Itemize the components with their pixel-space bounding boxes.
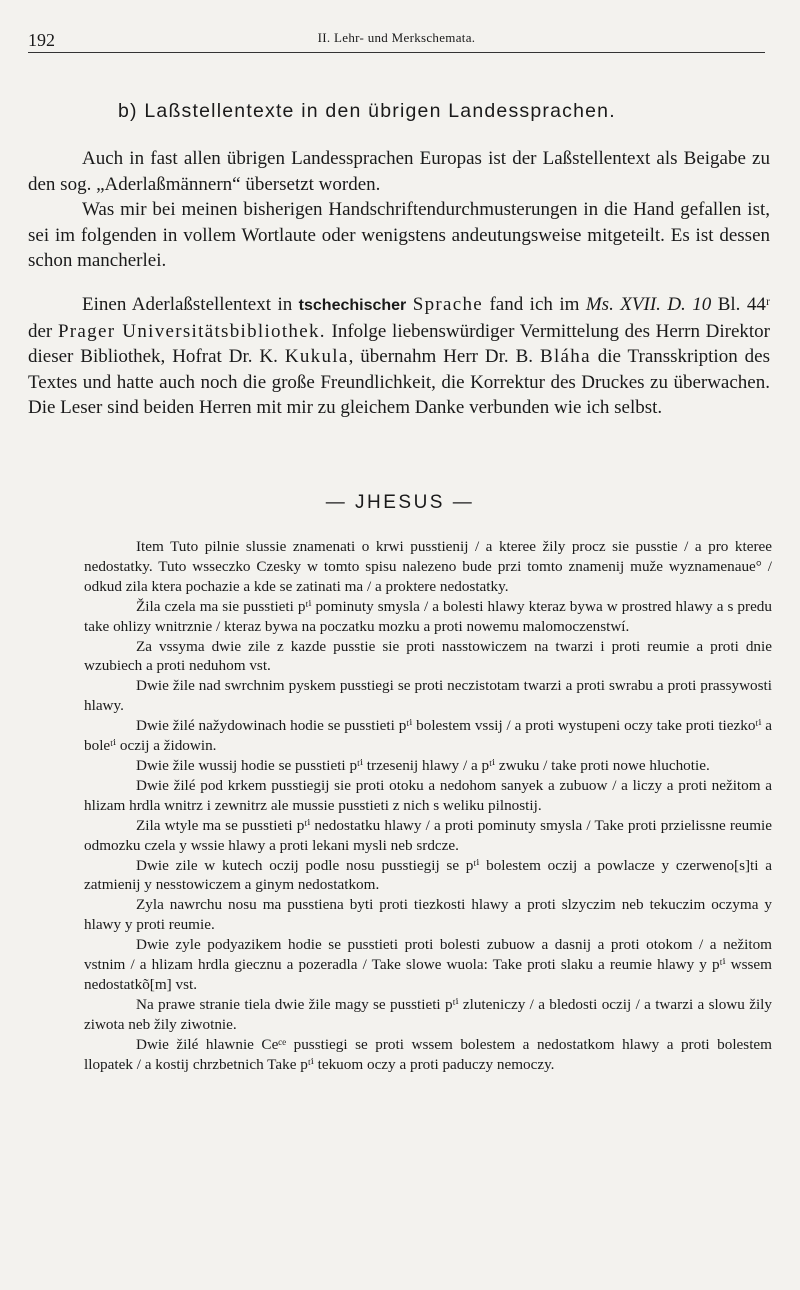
czech-paragraph: Dwie žilé nažydowinach hodie se pusstieti pᵗⁱ bolestem vssij / a proti wystupeni oczy take proti tiezkoᵗⁱ a boleᵗⁱ oczij a židowin. — [84, 717, 772, 755]
text-run: Infolge liebenswürdiger Vermittelung des Herrn Direktor dieser Bibliothek, Hofrat Dr. K. — [28, 320, 770, 367]
language-name: tschechischer — [298, 297, 407, 314]
text-run: Einen Aderlaßstellentext in — [82, 294, 299, 315]
source-description — [28, 292, 770, 421]
section-heading: b) Laßstellentexte in den übrigen Landessprachen. — [118, 100, 616, 122]
running-title: II. Lehr- und Merkschemata. — [317, 30, 476, 45]
text-run: fand ich im — [483, 294, 586, 315]
source-paragraph — [28, 292, 770, 421]
page-header — [28, 28, 765, 53]
person-name-blaha: Bláha — [539, 346, 591, 367]
intro-paragraph-2: Was mir bei meinen bisherigen Handschriftendurchmusterungen in die Hand gefallen ist, sei im folgenden in vollem Wortlaute oder wenigstens andeutungsweise mitgeteilt. Es ist dessen schon mancherlei. — [28, 199, 770, 271]
czech-paragraph: Žila czela ma sie pusstieti pᵗⁱ pominuty smysla / a bolesti hlawy kteraz bywa w prostred hlawy a s predu take ohlizy wnitrznie / kteraz bywa na poczatku mozku a proti nowemu malomoczenstwí. — [84, 597, 772, 635]
czech-paragraph: Zila wtyle ma se pusstieti pᵗⁱ nedostatku hlawy / a proti pominuty smysla / Take proti przielissne reumie odmozku czela y wssie hlawy a proti lekani mysli neb srdcze. — [84, 816, 772, 854]
language-word: Sprache — [412, 294, 484, 315]
czech-paragraph: Dwie zile w kutech oczij podle nosu pusstiegij se pᵗⁱ bolestem oczij a powlacze y czerweno[s]ti a zatmienij y nesstowiczem a ginym nedostatkom. — [84, 856, 772, 894]
czech-paragraph: Zyla nawrchu nosu ma pusstiena byti proti tiezkosti hlawy a proti slzyczim neb tekuczim oczyma y hlawy y proti reumie. — [84, 896, 772, 934]
czech-paragraph: Dwie žilé pod krkem pusstiegij sie proti otoku a nedohom sanyek a zubuow / a liczy a proti nežitom a hlizam hrdla wnitrz i zewnitrz ale mussie pusstieti z nich s weliku pilnostij. — [84, 776, 772, 814]
czech-paragraph: Dwie zyle podyazikem hodie se pusstieti proti bolesti zubuow a dasnij a proti otokom / a nežitom vstnim / a hlizam hrdla giecznu a pozeradla / Take slowe wuola: Take proti slaku a reumie hlawy y pᵗⁱ wssem nedostatkõ[m] vst. — [84, 936, 772, 993]
manuscript-reference: Ms. XVII. D. 10 — [585, 294, 712, 315]
czech-paragraph: Na prawe stranie tiela dwie žile magy se pusstieti pᵗⁱ zluteniczy / a bledosti oczij / a twarzi a slowu žily ziwota neb žily ziwotnie. — [84, 995, 772, 1033]
czech-transcription — [84, 537, 772, 1074]
intro-text — [28, 146, 770, 274]
text-run: die Transskription des Textes und hatte auch noch die große Freundlichkeit, die Korrektur des Druckes zu überwachen. Die Leser sind beiden Herren mit mir zu gleichem Danke verbunden wie ich selbst. — [28, 346, 770, 418]
czech-paragraph: Item Tuto pilnie slussie znamenati o krwi pusstienij / a kteree žily procz sie pusstie / a pro kteree nedostatky. Tuto wsseczko Czesky w tomto spisu nalezeno bude przi tomto znamenij muže wyznamenaue° / odkud zila ktera pochazie a kde se zatinati ma / a proktere nedostatky. — [84, 538, 772, 595]
text-run: Bl. 44ʳ der — [28, 294, 770, 342]
person-name-kukula: Kukula — [284, 346, 349, 367]
page-number: 192 — [28, 30, 55, 50]
czech-paragraph: Dwie žile wussij hodie se pusstieti pᵗⁱ trzesenij hlawy / a pᵗⁱ zwuku / take proti nowe hluchotie. — [136, 756, 710, 774]
czech-paragraph: Dwie žilé hlawnie Ceᶜᵉ pusstiegi se proti wssem bolestem a nedostatkom hlawy a proti bolestem llopatek / a kostij chrzbetnich Take pᵗⁱ tekuom oczy a proti paduczy nemoczy. — [84, 1035, 772, 1073]
library-name: Prager Universitätsbibliothek. — [57, 320, 326, 342]
czech-paragraph: Za vssyma dwie zile z kazde pusstie sie proti nasstowiczem na twarzi i proti reumie a proti dnie wzubiech a proti neduhom vst. — [84, 637, 772, 675]
czech-paragraph: Dwie žile nad swrchnim pyskem pusstiegi se proti neczistotam twarzi a proti swrabu a proti prassywosti hlawy. — [84, 677, 772, 715]
text-title: — JHESUS — — [325, 492, 475, 513]
intro-paragraph-1: Auch in fast allen übrigen Landessprachen Europas ist der Laßstellentext als Beigabe zu den sog. „Aderlaßmännern“ übersetzt worden. — [28, 148, 770, 195]
text-run: , übernahm Herr Dr. B. — [348, 346, 540, 367]
